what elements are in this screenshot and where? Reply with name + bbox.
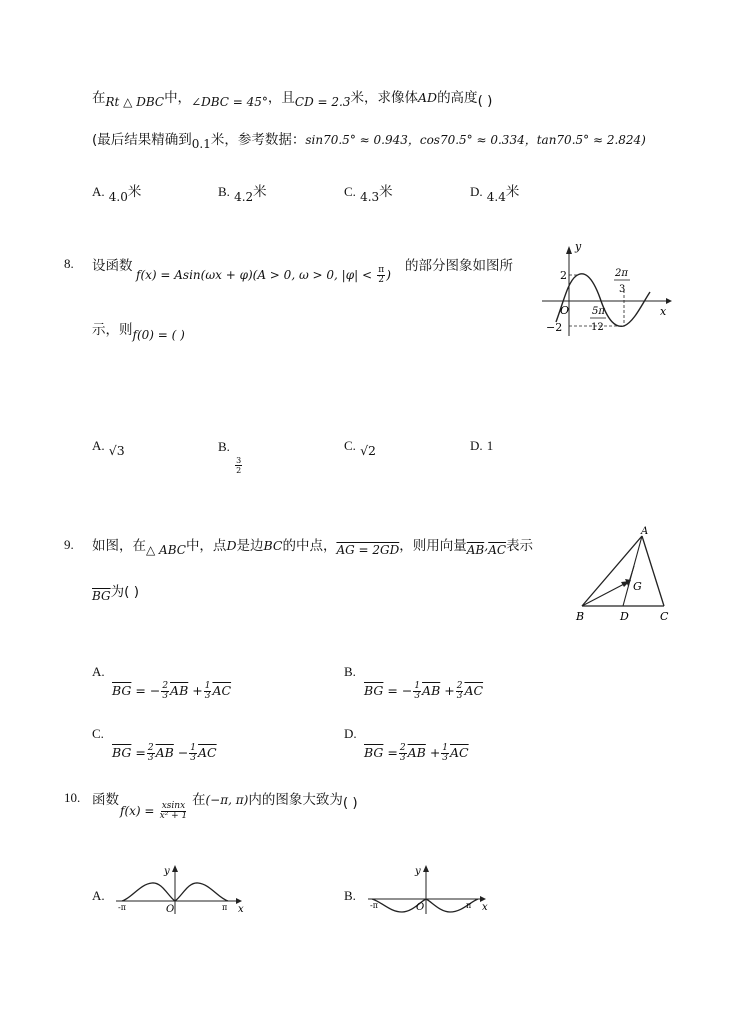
q8-option-c[interactable]: [344, 438, 376, 458]
q9-option-c[interactable]: [92, 726, 217, 763]
q7-line2: [92, 128, 646, 151]
q9-line2: [92, 580, 139, 603]
q8-close: ): [386, 267, 391, 282]
q7-text: (最后结果精确到: [92, 132, 192, 148]
graph-x-label: x: [660, 305, 667, 318]
label-x: x: [238, 904, 244, 915]
q9-line1: [92, 534, 534, 557]
graph-y-bottom: −2: [546, 321, 563, 334]
q7-text: 在: [92, 90, 106, 106]
vec-bg: $\overline{BG}$: [112, 745, 132, 760]
y-axis-arrow: [172, 865, 178, 872]
option-value: 4.2: [234, 190, 254, 204]
option-letter: A.: [92, 664, 105, 679]
option-value: 4.3: [360, 190, 380, 204]
frac-num: 1: [204, 681, 211, 691]
coef-2: [189, 744, 197, 763]
frac-num: π: [378, 265, 385, 275]
q8-text: 示，则: [92, 322, 133, 338]
q9-text: 表示: [506, 538, 534, 554]
option-expr: [112, 682, 231, 701]
q10-number: 10.: [64, 790, 81, 805]
q7-paren: ( ): [477, 93, 493, 109]
label-origin: O: [416, 902, 425, 913]
option-value: 4.0: [108, 190, 128, 204]
frac-num: 1: [442, 743, 449, 753]
curve: [372, 899, 478, 912]
q10-pre: 函数: [92, 792, 119, 808]
graph-x-mark2-den: 3: [619, 284, 626, 295]
option-value: 1: [486, 438, 494, 453]
option-letter: B.: [344, 664, 356, 679]
q8-number: 8.: [64, 256, 74, 271]
label-x: x: [482, 902, 488, 913]
graph-x-mark1-num: 5π: [592, 306, 605, 317]
q9-number: 9.: [64, 537, 74, 552]
q7-cd: CD = 2.3: [294, 95, 351, 109]
q8-line2: [92, 318, 185, 342]
q9-bc: BC: [263, 538, 283, 553]
sign: +: [444, 683, 455, 698]
q7-ref-data: sin70.5° ≈ 0.943，cos70.5° ≈ 0.334，tan70.5° ≈ 2.824): [305, 133, 646, 147]
q9-triangle: △ ABC: [146, 543, 186, 557]
vec-ac: $\overline{AC}$: [464, 683, 484, 698]
frac-num: 3: [236, 456, 242, 465]
graph-x-mark1-den: 12: [591, 322, 604, 333]
q10-text: 在: [192, 792, 206, 808]
coef-1: [161, 682, 169, 701]
option-letter: A.: [92, 184, 105, 199]
q9-text: 是边: [236, 538, 264, 554]
option-expr: [364, 744, 469, 763]
q10-option-b-graph[interactable]: [366, 862, 490, 916]
frac-den: 3: [204, 691, 211, 701]
q10-interval: (−π, π): [205, 793, 249, 807]
q9-ac: $\overline{AC}$: [488, 543, 507, 557]
q8-pre: 设函数: [92, 258, 133, 274]
q8-formula: [136, 266, 391, 285]
frac-den: x² + 1: [159, 811, 188, 821]
label-pi: π: [222, 903, 228, 912]
option-letter: C.: [344, 438, 356, 453]
q7-option-b[interactable]: [218, 180, 267, 204]
sign: =: [387, 745, 398, 760]
q9-bg: $\overline{BG}$: [92, 589, 111, 603]
vec-ab: $\overline{AB}$: [422, 683, 441, 698]
q10-formula: [120, 802, 188, 821]
coef-1: [399, 744, 407, 763]
q7-triangle: Rt △ DBC: [105, 95, 165, 109]
q9-eq: AG = 2GD: [336, 543, 400, 557]
q7-option-d[interactable]: [470, 180, 520, 204]
sign: = −: [135, 683, 161, 698]
q8-post: 的部分图象如图所: [405, 258, 513, 274]
option-value: √3: [108, 443, 125, 458]
option-expr: [112, 744, 217, 763]
q9-ab: $\overline{AB}$: [466, 543, 485, 557]
side-ac: [642, 536, 664, 606]
option-letter: C.: [92, 726, 104, 741]
q8-option-d[interactable]: [470, 438, 493, 454]
label-neg-pi: -π: [370, 901, 378, 910]
q8-sine-graph: [538, 240, 678, 340]
q7-text: 米，参考数据：: [210, 132, 306, 148]
q8-option-b[interactable]: [218, 438, 243, 475]
q9-text: 如图，在: [92, 538, 146, 554]
x-axis-arrow: [666, 298, 672, 304]
graph-x-mark2-num: 2π: [615, 268, 628, 279]
graph-y-label: y: [575, 240, 582, 253]
vector-bg: [582, 583, 626, 606]
vec-bg: $\overline{BG}$: [112, 683, 132, 698]
y-axis-arrow: [423, 865, 429, 872]
vec-ac: $\overline{AC}$: [198, 745, 217, 760]
frac-den: 2: [236, 466, 242, 475]
label-d: D: [620, 610, 629, 623]
frac-num: 2: [162, 681, 169, 691]
q10-fx: f(x) =: [120, 804, 155, 818]
q7-line1: [92, 86, 493, 109]
q9-text: 的中点，: [282, 538, 337, 554]
option-letter: A.: [92, 438, 105, 453]
q9-text: ，则用向量: [399, 538, 467, 554]
sign: +: [429, 745, 441, 760]
option-letter: D.: [344, 726, 357, 741]
option-value: √2: [360, 443, 376, 458]
label-pi: π: [466, 901, 472, 910]
sine-curve: [556, 274, 650, 327]
q10-fraction: [160, 802, 188, 821]
frac-num: 2: [399, 743, 406, 753]
vec-bg: $\overline{BG}$: [364, 745, 384, 760]
q9-option-b[interactable]: [344, 664, 483, 701]
option-letter: D.: [470, 438, 483, 453]
vec-ab: $\overline{AB}$: [155, 745, 174, 760]
q10-option-a-letter[interactable]: A.: [92, 888, 105, 903]
q7-precision: 0.1: [191, 137, 211, 151]
label-g: G: [633, 580, 642, 593]
q9-option-d[interactable]: [344, 726, 469, 763]
option-expr: [364, 682, 483, 701]
q7-text: 米，求像体: [350, 90, 418, 106]
coef-2: [441, 744, 449, 763]
option-value: 4.4: [486, 190, 506, 204]
q8-formula-text: f(x) = Asin(ωx + φ)(A > 0, ω > 0, |φ| <: [136, 268, 373, 282]
option-unit: 米: [379, 184, 393, 200]
frac-num: 1: [414, 681, 421, 691]
q10-paren: ( ): [342, 795, 358, 811]
frac-den: 3: [442, 753, 449, 763]
q10-text: 内的图象大致为: [248, 792, 343, 808]
label-a: A: [641, 526, 649, 537]
q7-angle: ∠DBC = 45°: [191, 95, 268, 109]
q9-text: 为( ): [110, 584, 139, 600]
frac-den: 3: [147, 753, 154, 763]
label-c: C: [660, 610, 669, 623]
q7-text: ，且: [267, 90, 295, 106]
coef-1: [413, 682, 421, 701]
sign: −: [177, 745, 189, 760]
sign: = −: [387, 683, 413, 698]
vec-ac: $\overline{AC}$: [212, 683, 232, 698]
coef-2: [204, 682, 212, 701]
frac-den: 3: [414, 691, 421, 701]
label-neg-pi: -π: [118, 903, 126, 912]
q10-option-b-letter[interactable]: B.: [344, 888, 356, 903]
graph-origin: O: [560, 304, 570, 317]
option-unit: 米: [505, 184, 520, 200]
frac-den: 3: [456, 691, 463, 701]
frac-den: 3: [162, 691, 169, 701]
label-y: y: [164, 866, 170, 877]
option-unit: 米: [127, 184, 142, 200]
q7-ad: AD: [418, 90, 438, 105]
q9-option-a[interactable]: [92, 664, 231, 701]
graph-y-top: 2: [560, 269, 567, 282]
q7-text: 中，: [164, 90, 192, 106]
vec-ab: $\overline{AB}$: [407, 745, 426, 760]
q9-text: 中，点: [185, 538, 227, 554]
frac-num: 2: [147, 743, 154, 753]
q8-option-a[interactable]: [92, 438, 125, 458]
label-y: y: [415, 866, 421, 877]
vec-ac: $\overline{AC}$: [450, 745, 469, 760]
frac-num: xsinx: [161, 801, 186, 811]
option-letter: B.: [218, 184, 230, 199]
frac-den: 3: [399, 753, 406, 763]
q9-d: D: [226, 538, 237, 553]
q9-triangle-figure: [568, 524, 680, 626]
frac-num: 1: [190, 743, 197, 753]
q8-pi-over-2: [377, 266, 385, 285]
coef-1: [147, 744, 155, 763]
label-origin: O: [166, 904, 175, 915]
frac-den: 3: [190, 753, 197, 763]
q7-option-c[interactable]: [344, 180, 393, 204]
q8-f0: f(0) = ( ): [132, 328, 185, 342]
vec-bg: $\overline{BG}$: [364, 683, 384, 698]
label-b: B: [576, 610, 585, 623]
q10-line-rest: [192, 788, 358, 811]
q9-comma: ,: [484, 538, 489, 553]
coef-2: [456, 682, 464, 701]
frac-den: 2: [378, 275, 385, 285]
option-letter: C.: [344, 184, 356, 199]
q10-option-a-graph[interactable]: [114, 862, 246, 916]
option-fraction: [235, 456, 242, 475]
sign: +: [192, 683, 203, 698]
option-letter: D.: [470, 184, 483, 199]
q7-option-a[interactable]: [92, 180, 142, 204]
option-unit: 米: [253, 184, 267, 200]
y-axis-arrow: [566, 246, 572, 254]
option-letter: B.: [218, 439, 230, 454]
vec-ab: $\overline{AB}$: [170, 683, 189, 698]
frac-num: 2: [456, 681, 463, 691]
q7-text: 的高度: [437, 90, 478, 106]
sign: =: [135, 745, 146, 760]
